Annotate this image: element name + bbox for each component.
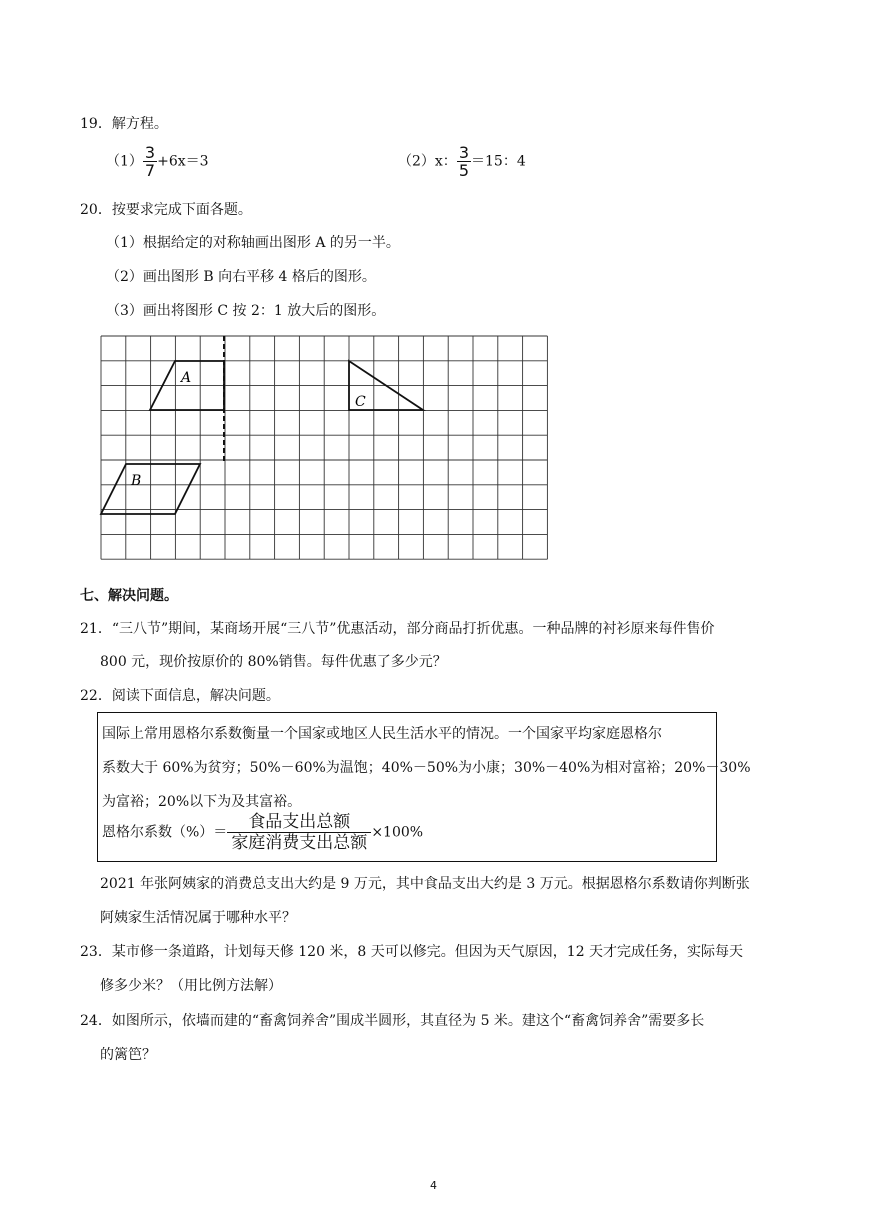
q19-part2-rest: ＝15：4 [471, 153, 526, 170]
q22-after-line-1: 2021 年张阿姨家的消费总支出大约是 9 万元，其中食品支出大约是 3 万元。根据恩格尔系数请你判断张 [100, 876, 750, 892]
q23-line-2: 修多少米？（用比例方法解） [100, 978, 282, 994]
grid-figure [99, 334, 551, 570]
q19-part2 [398, 144, 526, 179]
q21-line-2: 800 元，现价按原价的 80%销售。每件优惠了多少元？ [100, 654, 447, 670]
info-line-3: 为富裕；20%以下为及其富裕。 [102, 794, 302, 810]
formula-numerator: 食品支出总额 [227, 812, 371, 833]
fraction-numerator: 3 [144, 143, 156, 162]
q20-item-1: （1）根据给定的对称轴画出图形 A 的另一半。 [106, 235, 400, 251]
section-7-title: 七、解决问题。 [80, 588, 178, 604]
label-b: B [131, 473, 142, 489]
q19-part2-prefix: （2）x： [398, 153, 457, 170]
q19-title: 19．解方程。 [80, 116, 168, 132]
engel-info-box [97, 712, 751, 862]
fraction-denominator: 5 [458, 161, 469, 180]
q19-part1-fraction [143, 144, 157, 179]
q24-line-2: 的篱笆？ [100, 1047, 156, 1063]
engel-formula [102, 812, 423, 853]
q20-item-2: （2）画出图形 B 向右平移 4 格后的图形。 [106, 269, 376, 285]
q20-item-3: （3）画出将图形 C 按 2：1 放大后的图形。 [106, 303, 386, 319]
formula-tail: ×100% [371, 824, 424, 841]
formula-denominator: 家庭消费支出总额 [231, 833, 368, 853]
q19-part1 [106, 144, 209, 179]
q19-part1-prefix: （1） [106, 153, 143, 170]
q19-part2-fraction [457, 144, 471, 179]
q21-line-1: 21．“三八节”期间，某商场开展“三八节”优惠活动，部分商品打折优惠。一种品牌的衬衫原来每件售价 [80, 621, 715, 637]
q24-line-1: 24．如图所示，依墙而建的“畜禽饲养舍”围成半圆形，其直径为 5 米。建这个“畜禽饲养舍”需要多长 [80, 1013, 705, 1029]
fraction-denominator: 7 [144, 161, 156, 180]
q22-after-line-2: 阿姨家生活情况属于哪种水平？ [100, 910, 296, 926]
fraction-numerator: 3 [458, 143, 469, 162]
label-a: A [181, 370, 192, 386]
page-number: 4 [430, 1179, 437, 1192]
q20-title: 20．按要求完成下面各题。 [80, 202, 252, 218]
q19-part1-rest: +6x＝3 [157, 153, 209, 170]
q22-title: 22．阅读下面信息，解决问题。 [80, 688, 280, 704]
info-line-1: 国际上常用恩格尔系数衡量一个国家或地区人民生活水平的情况。一个国家平均家庭恩格尔 [102, 726, 662, 742]
grid-lines [101, 336, 547, 559]
formula-label: 恩格尔系数（%）＝ [102, 824, 228, 841]
q23-line-1: 23．某市修一条道路，计划每天修 120 米，8 天可以修完。但因为天气原因，12 天才完成任务，实际每天 [80, 944, 744, 960]
info-line-2: 系数大于 60%为贫穷；50%－60%为温饱；40%－50%为小康；30%－40%为相对富裕；20%－30% [102, 760, 751, 776]
label-c: C [355, 394, 366, 410]
formula-fraction [227, 812, 371, 853]
